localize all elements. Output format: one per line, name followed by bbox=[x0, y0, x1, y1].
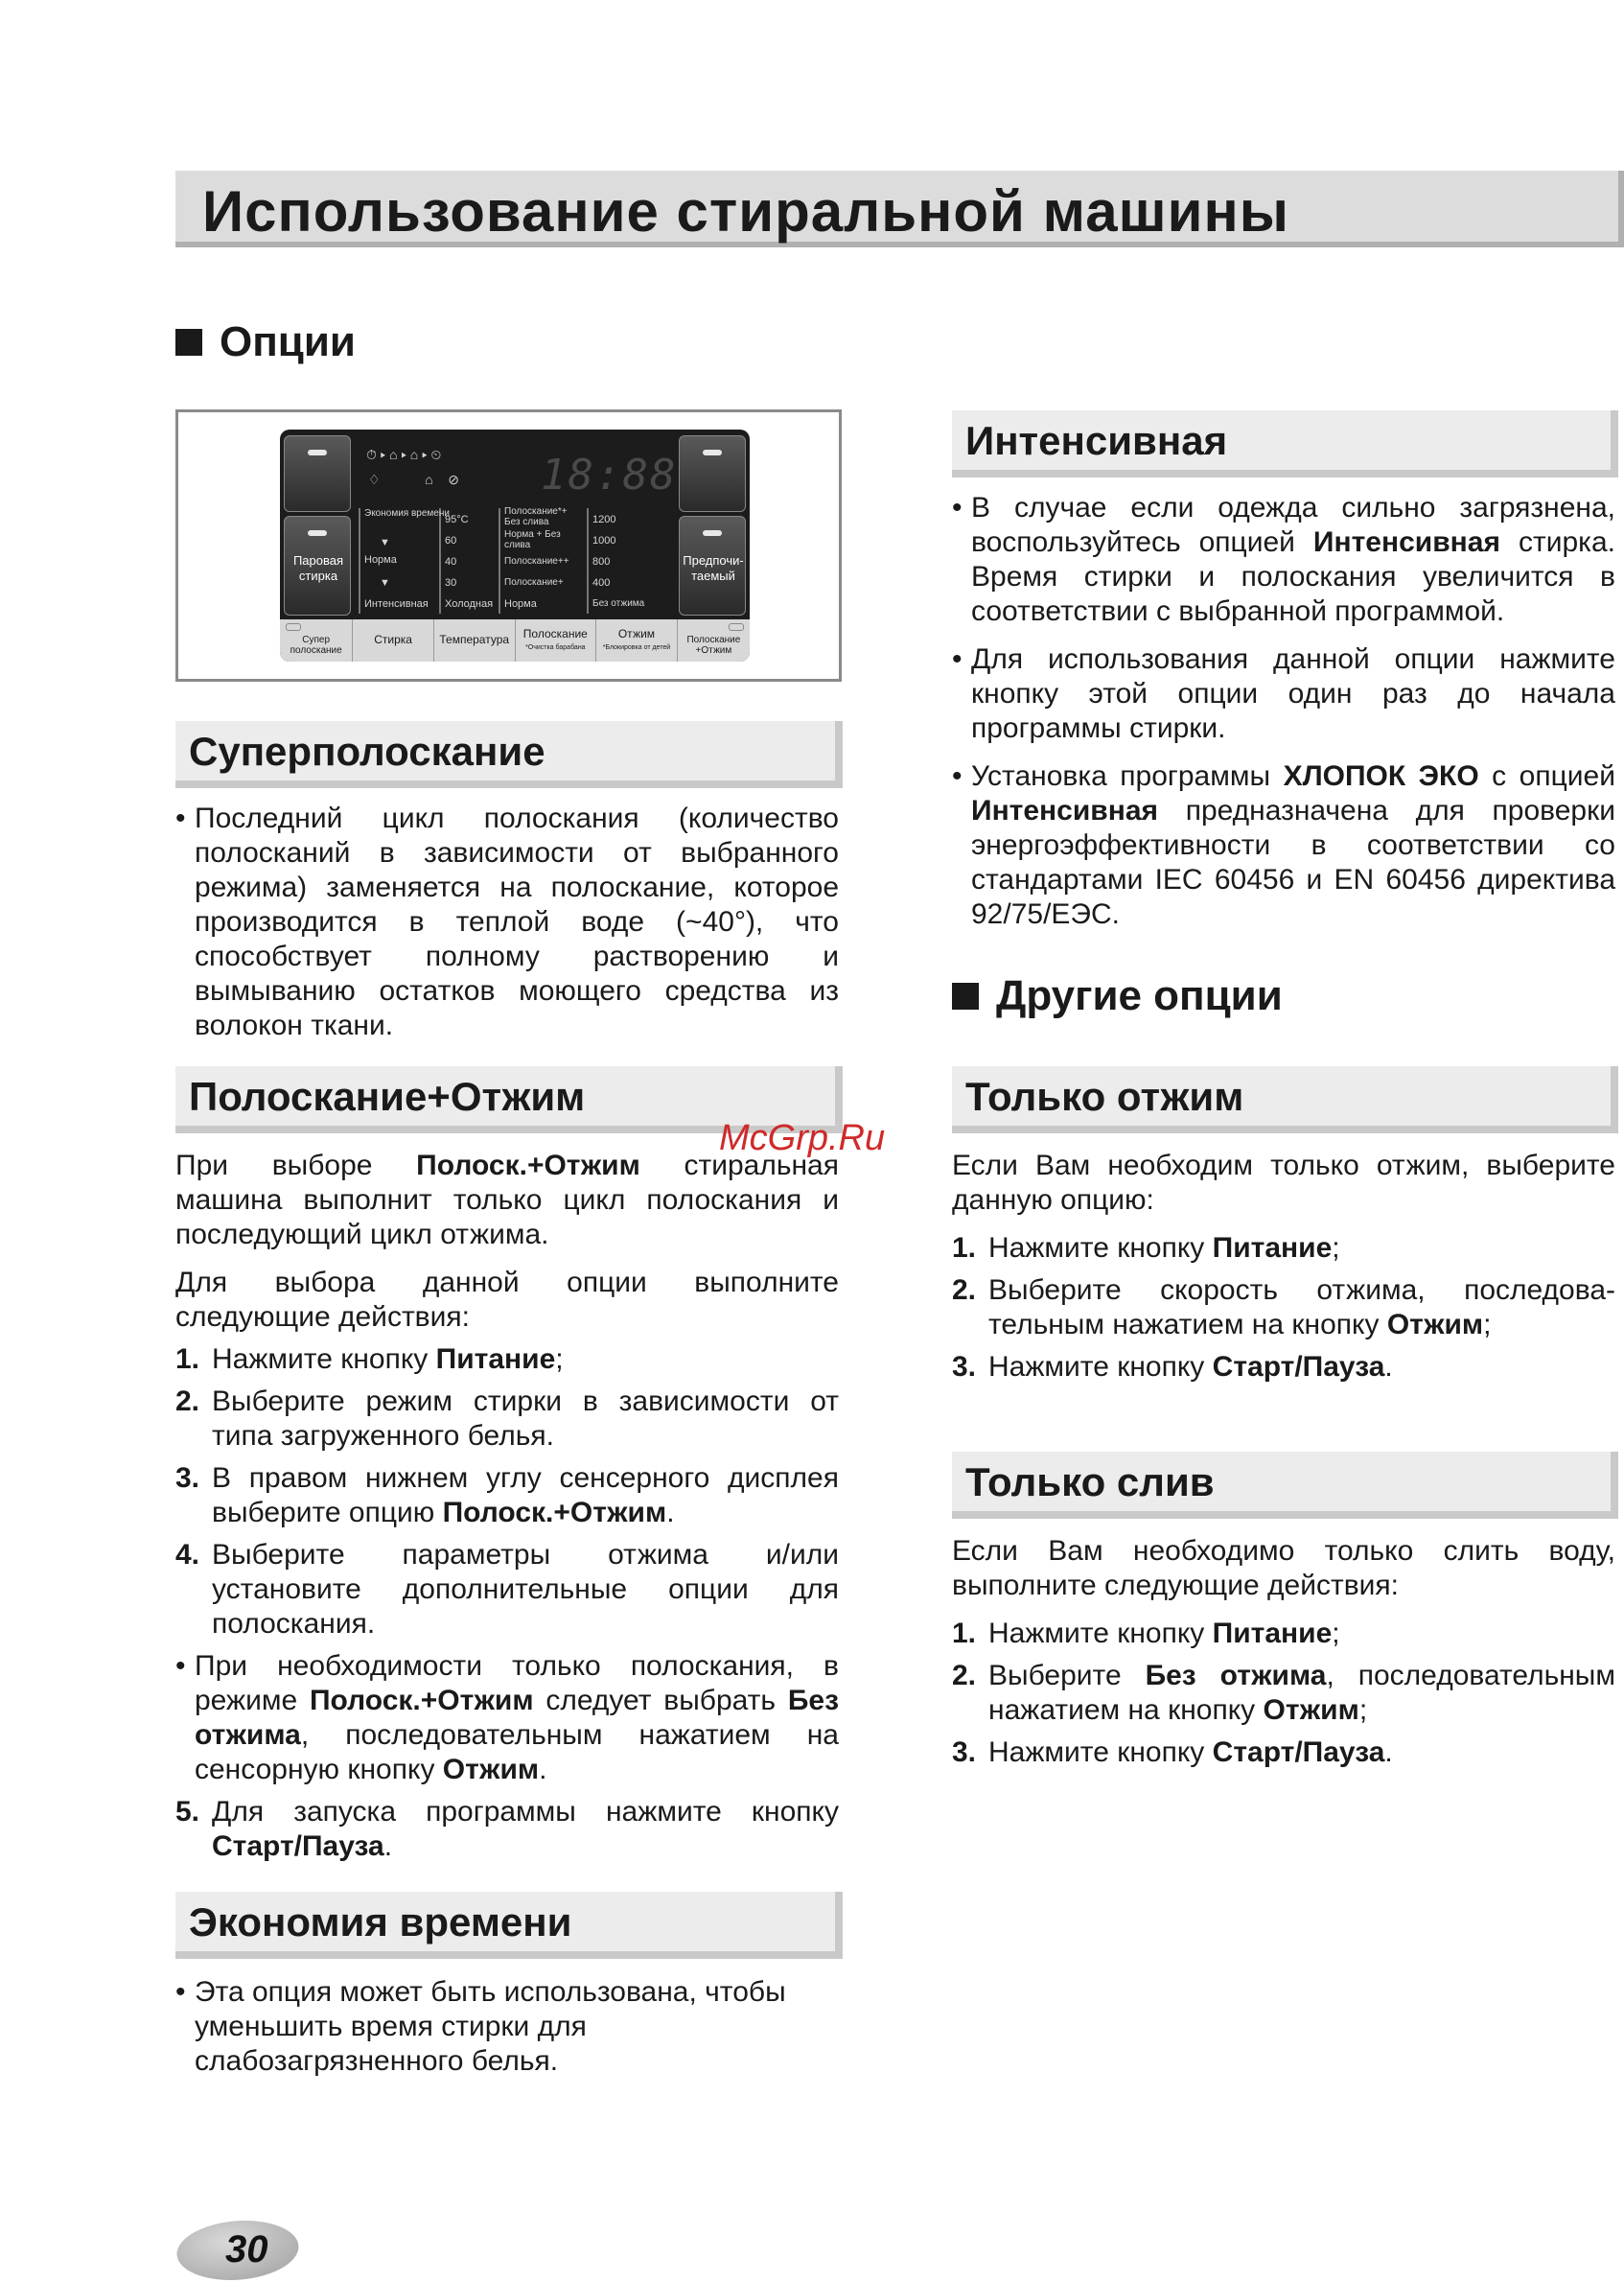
time-save-section bbox=[175, 1975, 847, 2079]
rinse-spin-note: • При необходимости только полоскания, в режиме Полоск.+Отжим следует выбрать Без отжима, последовательным нажатием на сенсорную кнопку Отжим. bbox=[175, 1649, 839, 1787]
drain-only-heading: Только слив bbox=[952, 1452, 1618, 1519]
intensive-heading: Интенсивная bbox=[952, 410, 1618, 477]
steam-wash-button bbox=[284, 516, 351, 616]
drain-only-step-1: 1. Нажмите кнопку Питание; bbox=[952, 1618, 1340, 1649]
rinse-spin-step-3: 3. В правом нижнем углу сенсерного дисплея выберите опцию Полоск.+Отжим. bbox=[175, 1462, 839, 1528]
drain-only-intro: Если Вам необходимо только слить воду, выполните следующие действия: bbox=[952, 1535, 1615, 1601]
panel-bottom-row bbox=[280, 619, 750, 662]
options-heading bbox=[175, 318, 356, 366]
drain-only-step-2: 2. Выберите Без отжима, последовательным нажатием на кнопку Отжим; bbox=[952, 1660, 1615, 1726]
super-rinse-key: Супер полоскание bbox=[280, 619, 353, 662]
spin-only-step-3: 3. Нажмите кнопку Старт/Пауза. bbox=[952, 1351, 1393, 1383]
spin-key: Отжим *Блокировка от детей bbox=[596, 619, 678, 662]
rinse-spin-step-2: 2. Выберите режим стирки в зависимости от типа загруженного белья. bbox=[175, 1386, 839, 1452]
spin-only-step-2: 2. Выберите скорость отжима, последова- тельным нажатием на кнопку Отжим; bbox=[952, 1274, 1615, 1340]
time-save-text: • Эта опция может быть использована, чтобы уменьшить время стирки для слабозагрязненного белья. bbox=[175, 1975, 847, 2079]
drain-only-section bbox=[952, 1534, 1615, 1770]
options-heading-text: Опции bbox=[220, 318, 356, 365]
other-options-heading-text: Другие опции bbox=[996, 972, 1283, 1019]
control-panel: Паровая стирка Предпочи- таемый ⏱ ▸ ⌂ ▸ ⌂ ▸ ⏲ ♢ ⌂ ⊘ 18:88 Экономия времени ▼ Норма ▼ Интенсивная 95°C 60 40 30 Холодная Полоскание*+ Без слива Норма + Без слива Полоскание++ Полоскание+ Норма 1200 1000 800 400 Без отжима Супер полоскание Стирка Температура Полоскание *Очистка барабана Отжим *Блокировка от детей Полоскание +Отжим bbox=[280, 430, 750, 662]
super-rinse-text: • Последний цикл полоскания (количество полосканий в зависимости от выбранного режима) заменяется на полоскание, которое производится в теплой воде (~40°), что способствует полному растворению и вымыванию остатков моющего средства из волокон ткани. bbox=[175, 802, 839, 1043]
rinse-spin-key: Полоскание +Отжим bbox=[678, 619, 750, 662]
page-number-badge bbox=[177, 2215, 298, 2282]
intensive-bullet-1: • В случае если одежда сильно загрязнена, воспользуйтесь опцией Интенсивная стирка. Время стирки и полоскания увеличится в соответствии с выбранной программой. bbox=[952, 491, 1615, 629]
square-bullet-icon bbox=[952, 983, 979, 1010]
page-title-bar bbox=[175, 171, 1624, 247]
super-rinse-heading: Суперполоскание bbox=[175, 721, 843, 788]
rinse-spin-heading: Полоскание+Отжим bbox=[175, 1066, 843, 1133]
rinse-spin-step-1: 1. Нажмите кнопку Питание; bbox=[175, 1343, 564, 1375]
other-options-heading bbox=[952, 972, 1283, 1020]
top-right-button bbox=[679, 435, 746, 512]
rinse-key: Полоскание *Очистка барабана bbox=[516, 619, 597, 662]
top-left-button bbox=[284, 435, 351, 512]
spin-only-step-1: 1. Нажмите кнопку Питание; bbox=[952, 1232, 1340, 1264]
status-icons: ♢ ⌂ ⊘ bbox=[368, 472, 459, 487]
intensive-bullet-2: • Для использования данной опции нажмите кнопку этой опции один раз до начала программы стирки. bbox=[952, 642, 1615, 746]
square-bullet-icon bbox=[175, 329, 202, 356]
rinse-spin-section bbox=[175, 1149, 839, 1864]
watermark-text: McGrp.Ru bbox=[719, 1118, 886, 1158]
spin-only-heading: Только отжим bbox=[952, 1066, 1618, 1133]
cycle-stage-icons: ⏱ ▸ ⌂ ▸ ⌂ ▸ ⏲ bbox=[366, 447, 442, 462]
spin-only-section bbox=[952, 1149, 1615, 1385]
favorite-label: Предпочи- таемый bbox=[683, 553, 744, 583]
temperature-key: Температура bbox=[434, 619, 516, 662]
rinse-spin-instructions: Для выбора данной опции выполните следующие действия: bbox=[175, 1267, 839, 1333]
rinse-spin-step-5: 5. Для запуска программы нажмите кнопку Старт/Пауза. bbox=[175, 1796, 839, 1862]
rinse-spin-intro: При выборе Полоск.+Отжим стиральная машина выполнит только цикл полоскания и последующий цикл отжима. bbox=[175, 1150, 839, 1250]
drain-only-step-3: 3. Нажмите кнопку Старт/Пауза. bbox=[952, 1736, 1393, 1768]
time-save-heading: Экономия времени bbox=[175, 1892, 843, 1959]
spin-only-intro: Если Вам необходим только отжим, выберите данную опцию: bbox=[952, 1150, 1615, 1216]
intensive-section bbox=[952, 491, 1615, 932]
super-rinse-section bbox=[175, 802, 839, 1043]
steam-wash-label: Паровая стирка bbox=[292, 553, 344, 583]
rinse-spin-step-4: 4. Выберите параметры отжима и/или установите дополнительные опции для полоскания. bbox=[175, 1539, 839, 1640]
time-display: 18:88 bbox=[541, 451, 678, 500]
page-title: Использование стиральной машины bbox=[202, 179, 1289, 244]
intensive-bullet-3: • Установка программы ХЛОПОК ЭКО с опцией Интенсивная предназначена для проверки энергоэффективности в соответствии со стандартами IEC 60456 и EN 60456 директива 92/75/ЕЭС. bbox=[952, 759, 1615, 932]
wash-key: Стирка bbox=[353, 619, 434, 662]
page-number: 30 bbox=[225, 2228, 268, 2270]
control-panel-figure bbox=[175, 409, 842, 682]
favorite-button bbox=[679, 516, 746, 616]
